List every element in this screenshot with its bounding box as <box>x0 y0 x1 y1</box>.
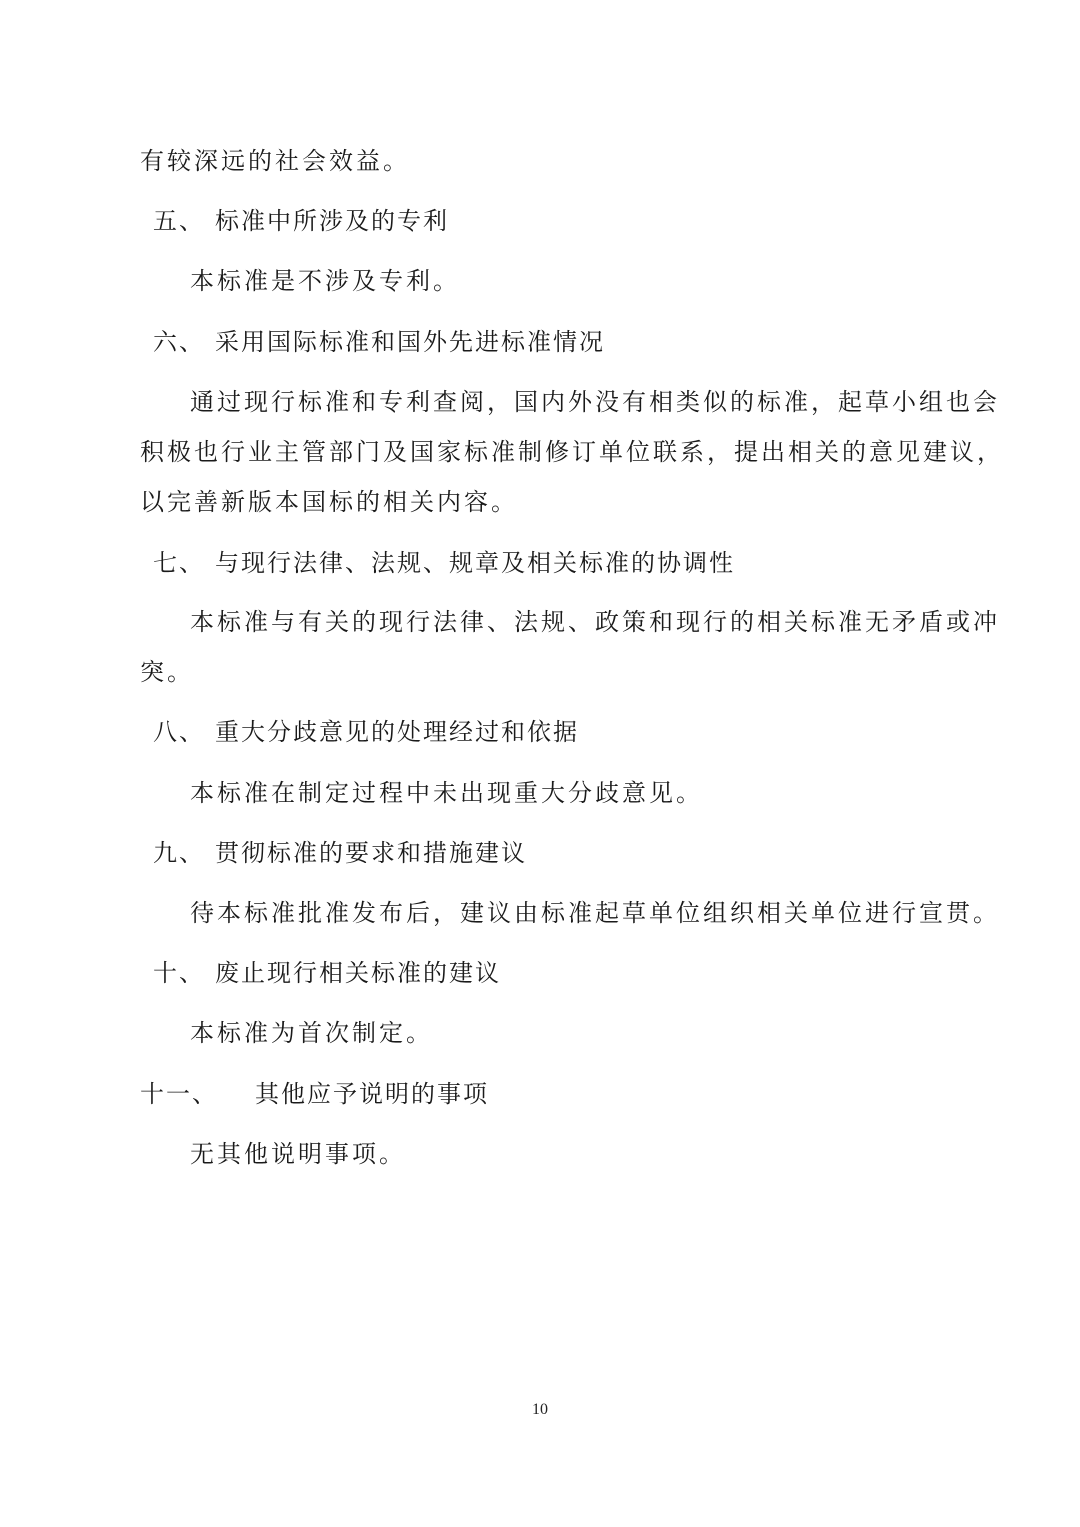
section-number: 七、 <box>153 549 205 577</box>
section-body-6-line-1: 通过现行标准和专利查阅，国内外没有相类似的标准，起草小组也会 <box>190 388 1000 416</box>
section-heading-5 <box>153 206 449 236</box>
section-heading-9 <box>153 838 527 868</box>
section-number: 五、 <box>153 207 205 235</box>
section-title: 采用国际标准和国外先进标准情况 <box>215 328 605 356</box>
section-title: 废止现行相关标准的建议 <box>215 959 501 987</box>
section-number: 九、 <box>153 839 205 867</box>
section-heading-7 <box>153 548 735 578</box>
section-title: 标准中所涉及的专利 <box>215 207 449 235</box>
section-heading-8 <box>153 717 579 747</box>
section-body-6-line-3: 以完善新版本国标的相关内容。 <box>140 488 518 516</box>
section-number: 六、 <box>153 328 205 356</box>
section-title: 其他应予说明的事项 <box>255 1080 489 1108</box>
section-number: 八、 <box>153 718 205 746</box>
section-body-10-line-1: 本标准为首次制定。 <box>190 1019 433 1047</box>
section-body-9-line-1: 待本标准批准发布后，建议由标准起草单位组织相关单位进行宣贯。 <box>190 899 1000 927</box>
section-body-7-line-2: 突。 <box>140 658 194 686</box>
section-heading-6 <box>153 327 605 357</box>
section-heading-10 <box>153 958 501 988</box>
continuation-text: 有较深远的社会效益。 <box>140 147 410 175</box>
section-title: 贯彻标准的要求和措施建议 <box>215 839 527 867</box>
section-title: 重大分歧意见的处理经过和依据 <box>215 718 579 746</box>
section-body-11-line-1: 无其他说明事项。 <box>190 1140 406 1168</box>
page-number: 10 <box>532 1401 548 1418</box>
section-number: 十、 <box>153 959 205 987</box>
section-body-7-line-1: 本标准与有关的现行法律、法规、政策和现行的相关标准无矛盾或冲 <box>190 608 1000 636</box>
section-body-6-line-2: 积极也行业主管部门及国家标准制修订单位联系，提出相关的意见建议， <box>140 438 1004 466</box>
section-number: 十一、 <box>140 1080 218 1108</box>
section-heading-11 <box>140 1079 489 1109</box>
section-title: 与现行法律、法规、规章及相关标准的协调性 <box>215 549 735 577</box>
section-body-8-line-1: 本标准在制定过程中未出现重大分歧意见。 <box>190 779 703 807</box>
section-body-5-line-1: 本标准是不涉及专利。 <box>190 267 460 295</box>
